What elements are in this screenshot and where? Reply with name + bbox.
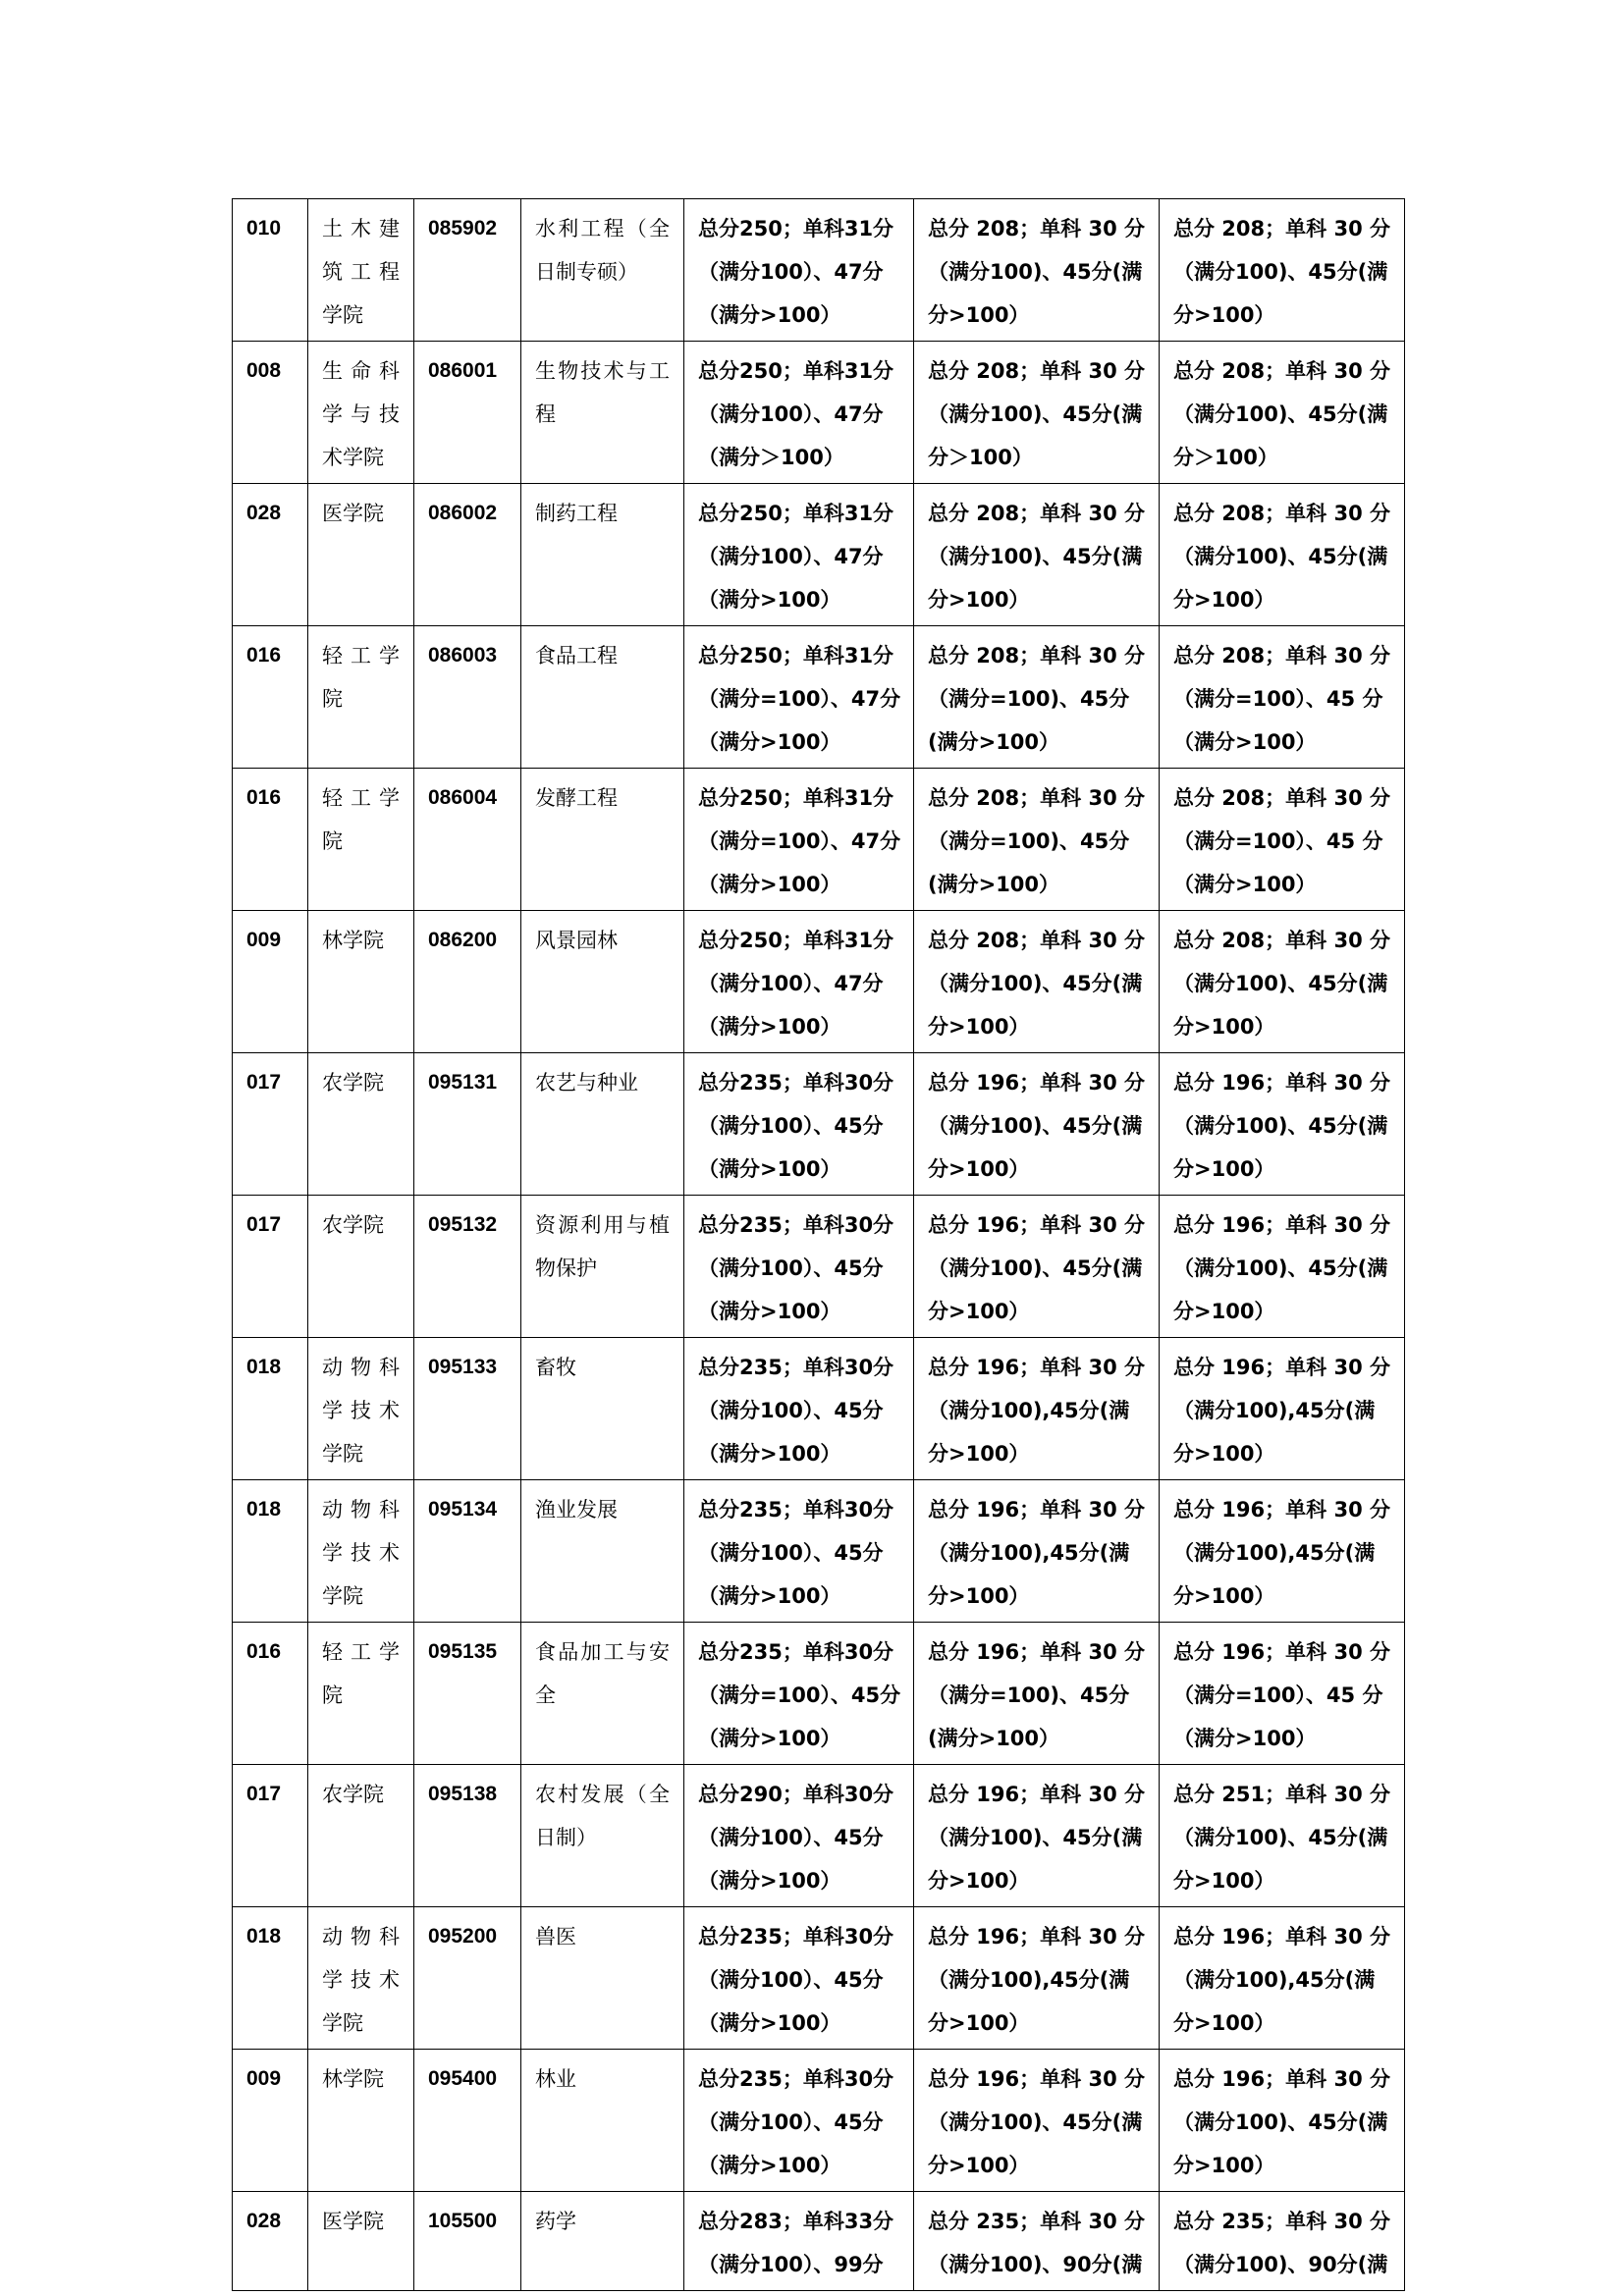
dept-code-cell-text: 008 [246, 359, 282, 382]
college-cell [308, 1623, 414, 1765]
dept-code-cell [233, 2050, 308, 2192]
major-code-cell [414, 1480, 521, 1623]
requirement-b-cell-text: 总分 208；单科 30 分（满分100)、45分(满分＞100） [928, 359, 1145, 469]
requirement-a-cell [684, 2192, 914, 2291]
dept-code-cell [233, 626, 308, 769]
requirement-b-cell-text: 总分 196；单科 30 分（满分100)、45分(满分>100） [928, 1783, 1145, 1893]
college-cell-text: 医学院 [322, 2210, 384, 2233]
requirement-b-cell-text: 总分 196；单科 30 分（满分100),45分(满分>100） [928, 1498, 1145, 1608]
major-name-cell-text: 水利工程（全日制专硕） [535, 217, 670, 284]
college-cell-text: 农学院 [322, 1213, 384, 1237]
table-row [233, 2192, 1405, 2291]
college-cell [308, 911, 414, 1053]
major-code-cell-text: 086001 [428, 359, 498, 382]
requirement-c-cell [1160, 199, 1405, 342]
major-name-cell-text: 林业 [535, 2067, 576, 2091]
dept-code-cell-text: 009 [246, 2067, 282, 2090]
requirement-c-cell [1160, 1053, 1405, 1196]
requirement-c-cell-text: 总分 208；单科 30 分（满分=100）、45 分（满分>100） [1173, 644, 1390, 754]
dept-code-cell [233, 1480, 308, 1623]
major-name-cell-text: 农村发展（全日制） [535, 1783, 670, 1849]
requirement-c-cell [1160, 2050, 1405, 2192]
college-cell-text: 轻工学院 [322, 1640, 400, 1707]
college-cell [308, 769, 414, 911]
major-name-cell [521, 1480, 684, 1623]
requirement-c-cell-text: 总分 208；单科 30 分（满分=100）、45 分（满分>100） [1173, 786, 1390, 896]
college-cell-text: 农学院 [322, 1071, 384, 1095]
major-name-cell [521, 2050, 684, 2192]
table-row [233, 1907, 1405, 2050]
requirement-b-cell-text: 总分 208；单科 30 分（满分=100)、45分(满分>100） [928, 644, 1145, 754]
major-code-cell [414, 2050, 521, 2192]
major-code-cell [414, 199, 521, 342]
requirement-b-cell [914, 199, 1160, 342]
major-code-cell [414, 1623, 521, 1765]
major-code-cell [414, 1196, 521, 1338]
requirement-b-cell [914, 769, 1160, 911]
requirement-b-cell-text: 总分 196；单科 30 分（满分100)、45分(满分>100） [928, 1071, 1145, 1181]
dept-code-cell [233, 769, 308, 911]
requirement-a-cell-text: 总分235；单科30分（满分100）、45分（满分>100） [698, 2067, 894, 2177]
dept-code-cell-text: 028 [246, 502, 282, 524]
table-row [233, 1053, 1405, 1196]
major-name-cell [521, 1338, 684, 1480]
requirement-a-cell [684, 1480, 914, 1623]
requirement-a-cell-text: 总分235；单科30分（满分100）、45分（满分>100） [698, 1356, 894, 1466]
requirement-a-cell [684, 911, 914, 1053]
major-code-cell-text: 085902 [428, 217, 498, 240]
college-cell [308, 342, 414, 484]
major-name-cell-text: 制药工程 [535, 502, 618, 525]
major-code-cell-text: 095132 [428, 1213, 498, 1236]
requirement-a-cell-text: 总分250；单科31分（满分100）、47分（满分>100） [698, 217, 894, 327]
table-body [233, 199, 1405, 2291]
requirement-b-cell [914, 911, 1160, 1053]
major-name-cell [521, 626, 684, 769]
requirement-a-cell-text: 总分250；单科31分（满分100）、47分（满分>100） [698, 929, 894, 1039]
requirement-b-cell [914, 484, 1160, 626]
requirement-c-cell [1160, 1480, 1405, 1623]
requirement-a-cell [684, 769, 914, 911]
major-name-cell-text: 药学 [535, 2210, 576, 2233]
requirement-b-cell-text: 总分 235；单科 30 分（满分100)、90分(满 [928, 2210, 1145, 2276]
major-code-cell [414, 484, 521, 626]
major-name-cell [521, 342, 684, 484]
requirement-a-cell [684, 1907, 914, 2050]
major-code-cell-text: 095134 [428, 1498, 498, 1521]
requirement-b-cell-text: 总分 196；单科 30 分（满分100),45分(满分>100） [928, 1356, 1145, 1466]
dept-code-cell-text: 017 [246, 1213, 282, 1236]
major-code-cell-text: 086004 [428, 786, 498, 809]
table-row [233, 1765, 1405, 1907]
table-row [233, 484, 1405, 626]
requirement-b-cell-text: 总分 196；单科 30 分（满分100),45分(满分>100） [928, 1925, 1145, 2035]
college-cell-text: 医学院 [322, 502, 384, 525]
requirement-b-cell-text: 总分 196；单科 30 分（满分100)、45分(满分>100） [928, 2067, 1145, 2177]
table-row [233, 1480, 1405, 1623]
dept-code-cell [233, 342, 308, 484]
dept-code-cell [233, 1907, 308, 2050]
college-cell [308, 1338, 414, 1480]
dept-code-cell-text: 018 [246, 1925, 282, 1948]
major-name-cell [521, 2192, 684, 2291]
major-name-cell-text: 渔业发展 [535, 1498, 618, 1522]
dept-code-cell-text: 010 [246, 217, 282, 240]
dept-code-cell-text: 018 [246, 1356, 282, 1378]
requirement-a-cell-text: 总分235；单科30分（满分100）、45分（满分>100） [698, 1925, 894, 2035]
requirement-a-cell-text: 总分235；单科30分（满分100）、45分（满分>100） [698, 1071, 894, 1181]
college-cell-text: 农学院 [322, 1783, 384, 1806]
dept-code-cell-text: 016 [246, 1640, 282, 1663]
dept-code-cell [233, 911, 308, 1053]
requirement-b-cell [914, 1765, 1160, 1907]
major-code-cell-text: 095131 [428, 1071, 498, 1094]
requirement-c-cell-text: 总分 208；单科 30 分（满分100)、45分(满分>100） [1173, 502, 1390, 612]
dept-code-cell-text: 018 [246, 1498, 282, 1521]
major-code-cell [414, 342, 521, 484]
major-code-cell-text: 095135 [428, 1640, 498, 1663]
major-code-cell-text: 095400 [428, 2067, 498, 2090]
major-name-cell [521, 1765, 684, 1907]
requirement-b-cell-text: 总分 196；单科 30 分（满分100)、45分(满分>100） [928, 1213, 1145, 1323]
major-name-cell [521, 1053, 684, 1196]
table-row [233, 1196, 1405, 1338]
college-cell [308, 1907, 414, 2050]
table-row [233, 626, 1405, 769]
college-cell [308, 1196, 414, 1338]
requirement-c-cell-text: 总分 235；单科 30 分（满分100)、90分(满 [1173, 2210, 1390, 2276]
college-cell-text: 土木建筑工程学院 [322, 217, 400, 327]
requirement-b-cell-text: 总分 208；单科 30 分（满分100)、45分(满分>100） [928, 217, 1145, 327]
major-name-cell-text: 发酵工程 [535, 786, 618, 810]
requirement-a-cell [684, 199, 914, 342]
requirement-a-cell-text: 总分250；单科31分（满分=100）、47分（满分>100） [698, 644, 901, 754]
requirement-a-cell-text: 总分250；单科31分（满分=100）、47分（满分>100） [698, 786, 901, 896]
requirement-a-cell [684, 342, 914, 484]
requirement-b-cell [914, 626, 1160, 769]
major-code-cell-text: 095200 [428, 1925, 498, 1948]
requirement-b-cell [914, 1196, 1160, 1338]
requirement-b-cell-text: 总分 208；单科 30 分（满分=100)、45分(满分>100） [928, 786, 1145, 896]
dept-code-cell-text: 009 [246, 929, 282, 951]
requirement-c-cell [1160, 1338, 1405, 1480]
requirement-c-cell-text: 总分 208；单科 30 分（满分100)、45分(满分>100） [1173, 217, 1390, 327]
requirement-c-cell [1160, 2192, 1405, 2291]
requirement-a-cell-text: 总分250；单科31分（满分100）、47分（满分＞100） [698, 359, 894, 469]
requirement-c-cell [1160, 1907, 1405, 2050]
college-cell-text: 轻工学院 [322, 644, 400, 711]
table-row [233, 1623, 1405, 1765]
requirement-a-cell [684, 2050, 914, 2192]
college-cell-text: 林学院 [322, 2067, 384, 2091]
table-row [233, 342, 1405, 484]
requirement-b-cell [914, 1623, 1160, 1765]
requirement-c-cell-text: 总分 196；单科 30 分（满分100)、45分(满分>100） [1173, 1213, 1390, 1323]
requirement-b-cell-text: 总分 196；单科 30 分（满分=100)、45分(满分>100） [928, 1640, 1145, 1750]
requirement-b-cell [914, 1907, 1160, 2050]
college-cell-text: 动物科学技术学院 [322, 1925, 400, 2035]
requirement-c-cell [1160, 1765, 1405, 1907]
college-cell [308, 1765, 414, 1907]
major-code-cell [414, 1765, 521, 1907]
requirement-c-cell-text: 总分 196；单科 30 分（满分100),45分(满分>100） [1173, 1356, 1390, 1466]
requirement-a-cell [684, 1765, 914, 1907]
requirement-a-cell-text: 总分290；单科30分（满分100）、45分（满分>100） [698, 1783, 894, 1893]
requirement-c-cell-text: 总分 196；单科 30 分（满分100)、45分(满分>100） [1173, 2067, 1390, 2177]
major-name-cell-text: 畜牧 [535, 1356, 576, 1379]
major-code-cell-text: 095138 [428, 1783, 498, 1805]
requirement-b-cell [914, 2050, 1160, 2192]
requirement-c-cell-text: 总分 196；单科 30 分（满分100),45分(满分>100） [1173, 1498, 1390, 1608]
requirement-a-cell [684, 1196, 914, 1338]
college-cell-text: 动物科学技术学院 [322, 1356, 400, 1466]
major-code-cell-text: 086200 [428, 929, 498, 951]
requirement-b-cell [914, 2192, 1160, 2291]
major-code-cell [414, 1907, 521, 2050]
college-cell [308, 2192, 414, 2291]
dept-code-cell [233, 1053, 308, 1196]
dept-code-cell [233, 1623, 308, 1765]
requirement-a-cell-text: 总分235；单科30分（满分100）、45分（满分>100） [698, 1213, 894, 1323]
table-row [233, 1338, 1405, 1480]
dept-code-cell-text: 017 [246, 1071, 282, 1094]
requirement-c-cell-text: 总分 251；单科 30 分（满分100)、45分(满分>100） [1173, 1783, 1390, 1893]
requirement-c-cell-text: 总分 196；单科 30 分（满分=100）、45 分（满分>100） [1173, 1640, 1390, 1750]
major-code-cell [414, 2192, 521, 2291]
requirement-b-cell [914, 1053, 1160, 1196]
major-code-cell-text: 086002 [428, 502, 498, 524]
college-cell-text: 轻工学院 [322, 786, 400, 853]
dept-code-cell-text: 028 [246, 2210, 282, 2232]
college-cell [308, 1053, 414, 1196]
major-code-cell [414, 911, 521, 1053]
requirement-c-cell-text: 总分 208；单科 30 分（满分100)、45分(满分>100） [1173, 929, 1390, 1039]
table-row [233, 199, 1405, 342]
college-cell-text: 生命科学与技术学院 [322, 359, 400, 469]
requirement-b-cell [914, 1480, 1160, 1623]
requirement-a-cell [684, 626, 914, 769]
dept-code-cell [233, 199, 308, 342]
requirement-c-cell [1160, 626, 1405, 769]
college-cell [308, 626, 414, 769]
requirement-c-cell [1160, 769, 1405, 911]
dept-code-cell [233, 1338, 308, 1480]
requirement-c-cell [1160, 1623, 1405, 1765]
major-name-cell [521, 911, 684, 1053]
requirement-a-cell [684, 1338, 914, 1480]
requirement-c-cell-text: 总分 196；单科 30 分（满分100)、45分(满分>100） [1173, 1071, 1390, 1181]
major-name-cell-text: 生物技术与工程 [535, 359, 670, 426]
major-code-cell-text: 095133 [428, 1356, 498, 1378]
dept-code-cell-text: 016 [246, 786, 282, 809]
table-row [233, 2050, 1405, 2192]
requirement-c-cell-text: 总分 208；单科 30 分（满分100)、45分(满分＞100） [1173, 359, 1390, 469]
requirement-b-cell [914, 342, 1160, 484]
requirement-a-cell-text: 总分235；单科30分（满分100）、45分（满分>100） [698, 1498, 894, 1608]
college-cell [308, 2050, 414, 2192]
requirement-b-cell [914, 1338, 1160, 1480]
requirement-a-cell-text: 总分250；单科31分（满分100）、47分（满分>100） [698, 502, 894, 612]
requirement-a-cell [684, 1623, 914, 1765]
major-code-cell [414, 626, 521, 769]
score-table [232, 198, 1405, 2291]
major-name-cell [521, 199, 684, 342]
major-name-cell [521, 484, 684, 626]
college-cell [308, 484, 414, 626]
major-name-cell [521, 1196, 684, 1338]
major-code-cell [414, 769, 521, 911]
requirement-c-cell-text: 总分 196；单科 30 分（满分100),45分(满分>100） [1173, 1925, 1390, 2035]
major-name-cell-text: 资源利用与植物保护 [535, 1213, 670, 1280]
major-name-cell [521, 1907, 684, 2050]
requirement-b-cell-text: 总分 208；单科 30 分（满分100)、45分(满分>100） [928, 929, 1145, 1039]
major-code-cell [414, 1053, 521, 1196]
dept-code-cell [233, 1196, 308, 1338]
requirement-a-cell-text: 总分235；单科30分（满分=100）、45分（满分>100） [698, 1640, 901, 1750]
major-name-cell [521, 1623, 684, 1765]
major-name-cell-text: 食品工程 [535, 644, 618, 667]
table-row [233, 911, 1405, 1053]
requirement-c-cell [1160, 484, 1405, 626]
dept-code-cell [233, 1765, 308, 1907]
dept-code-cell-text: 016 [246, 644, 282, 667]
major-name-cell-text: 风景园林 [535, 929, 618, 952]
major-code-cell [414, 1338, 521, 1480]
major-name-cell-text: 食品加工与安全 [535, 1640, 670, 1707]
requirement-a-cell [684, 484, 914, 626]
requirement-c-cell [1160, 1196, 1405, 1338]
college-cell-text: 动物科学技术学院 [322, 1498, 400, 1608]
requirement-c-cell [1160, 911, 1405, 1053]
dept-code-cell [233, 2192, 308, 2291]
requirement-a-cell [684, 1053, 914, 1196]
dept-code-cell-text: 017 [246, 1783, 282, 1805]
major-name-cell [521, 769, 684, 911]
major-name-cell-text: 兽医 [535, 1925, 576, 1949]
dept-code-cell [233, 484, 308, 626]
major-name-cell-text: 农艺与种业 [535, 1071, 638, 1095]
college-cell [308, 199, 414, 342]
table-row [233, 769, 1405, 911]
college-cell [308, 1480, 414, 1623]
requirement-a-cell-text: 总分283；单科33分（满分100）、99分 [698, 2210, 894, 2276]
major-code-cell-text: 086003 [428, 644, 498, 667]
requirement-b-cell-text: 总分 208；单科 30 分（满分100)、45分(满分>100） [928, 502, 1145, 612]
college-cell-text: 林学院 [322, 929, 384, 952]
requirement-c-cell [1160, 342, 1405, 484]
major-code-cell-text: 105500 [428, 2210, 498, 2232]
